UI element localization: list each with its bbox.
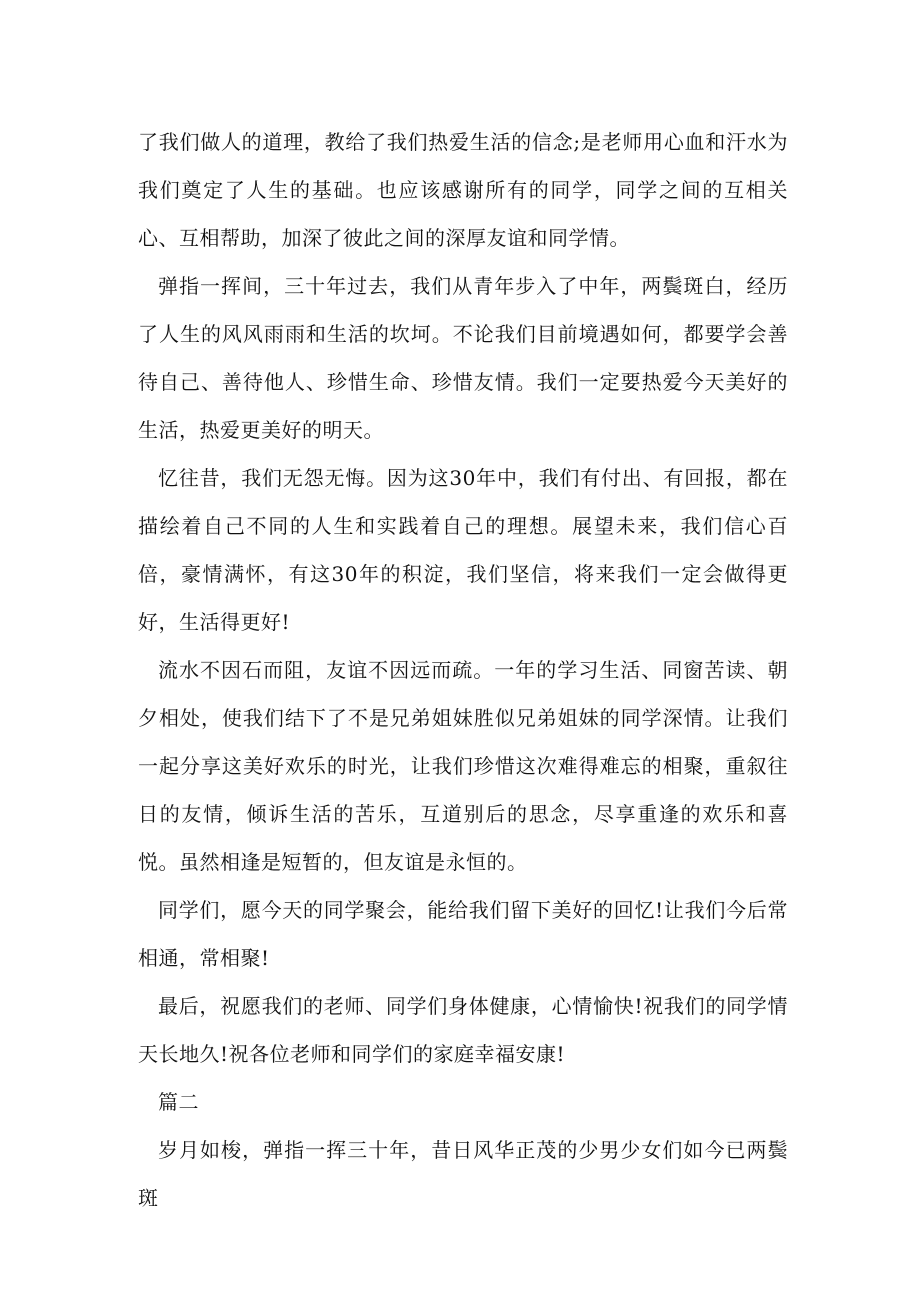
paragraph: 岁月如梭，弹指一挥三十年，昔日风华正茂的少男少女们如今已两鬓斑: [138, 1138, 788, 1210]
document-body: [138, 118, 788, 1222]
paragraph: 忆往昔，我们无怨无悔。因为这30年中，我们有付出、有回报，都在描绘着自己不同的人生和实践着自己的理想。展望未来，我们信心百倍，豪情满怀，有这30年的积淀，我们坚信，将来我们一定会做得更好，生活得更好!: [138, 466, 788, 634]
section-heading: 篇二: [158, 1090, 199, 1114]
paragraph: 最后，祝愿我们的老师、同学们身体健康，心情愉快!祝我们的同学情天长地久!祝各位老师和同学们的家庭幸福安康!: [138, 994, 788, 1066]
paragraph: 同学们，愿今天的同学聚会，能给我们留下美好的回忆!让我们今后常相通，常相聚!: [138, 898, 788, 970]
paragraph: 流水不因石而阻，友谊不因远而疏。一年的学习生活、同窗苦读、朝夕相处，使我们结下了不是兄弟姐妹胜似兄弟姐妹的同学深情。让我们一起分享这美好欢乐的时光，让我们珍惜这次难得难忘的相聚，重叙往日的友情，倾诉生活的苦乐，互道别后的思念，尽享重逢的欢乐和喜悦。虽然相逢是短暂的，但友谊是永恒的。: [138, 658, 788, 874]
paragraph-continuation: 了我们做人的道理，教给了我们热爱生活的信念;是老师用心血和汗水为我们奠定了人生的基础。也应该感谢所有的同学，同学之间的互相关心、互相帮助，加深了彼此之间的深厚友谊和同学情。: [138, 130, 788, 250]
paragraph: 弹指一挥间，三十年过去，我们从青年步入了中年，两鬓斑白，经历了人生的风风雨雨和生活的坎坷。不论我们目前境遇如何，都要学会善待自己、善待他人、珍惜生命、珍惜友情。我们一定要热爱今天美好的生活，热爱更美好的明天。: [138, 274, 788, 442]
